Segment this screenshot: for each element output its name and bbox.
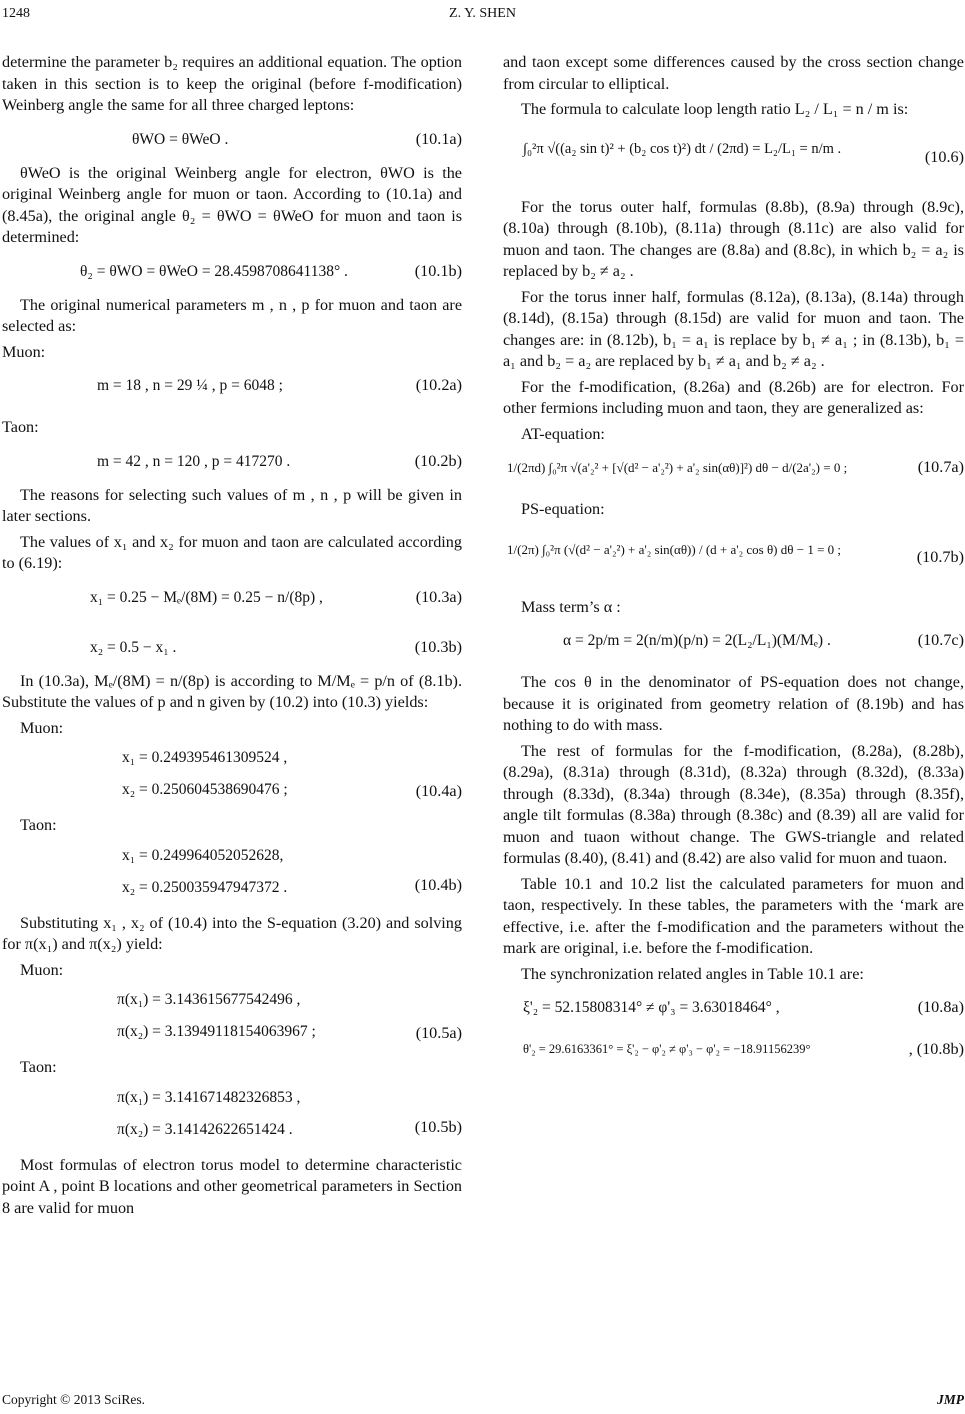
right-column: [503, 52, 964, 1073]
equation-text: 1/(2πd) ∫₀²π √(a'₂² + [√(d² − a'₂²) + a'₂ sin(αθ)]²) dθ − d/(2a'₂) = 0 ;: [507, 460, 848, 475]
equation-number: (10.1a): [415, 129, 462, 148]
equation-10-5b: [2, 1083, 462, 1149]
equation-text: m = 42 , n = 120 , p = 417270 .: [97, 452, 291, 470]
equation-text: π(x₁) = 3.141671482326853 ,: [117, 1088, 301, 1106]
equation-10-1a: [2, 121, 462, 157]
paragraph: determine the parameter b₂ requires an additional equation. The option taken in this section is to keep the original (before f-modification) Weinberg angle the same for all three charged leptons:: [2, 53, 462, 114]
equation-text: ξ'₂ = 52.15808314° ≠ φ'₃ = 3.63018464° ,: [523, 999, 780, 1016]
equation-number: (10.3b): [414, 637, 462, 656]
left-column: [2, 52, 462, 1223]
equation-number: (10.2a): [415, 376, 462, 394]
paragraph: θWeO is the original Weinberg angle for electron, θWO is the original Weinberg angle for muon or taon. According to (10.1a) and (8.45a), the original angle θ₂ = θWO = θWeO for muon and taon is determined:: [2, 163, 462, 246]
paragraph: The original numerical parameters m , n , p for muon and taon are selected as:: [2, 295, 462, 335]
equation-10-6: [503, 125, 964, 191]
equation-text: θ'₂ = 29.6163361° = ξ'₂ − φ'₂ ≠ φ'₃ − φ'₂ = −18.91156239°: [523, 1042, 811, 1056]
equation-10-1b: [2, 253, 462, 289]
equation-text: π(x₁) = 3.143615677542496 ,: [117, 991, 301, 1008]
equation-text: x₁ = 0.25 − Mₑ/(8M) = 0.25 − n/(8p) ,: [90, 588, 323, 606]
muon-label: Muon:: [20, 718, 64, 737]
taon-label: Taon:: [20, 816, 57, 834]
equation-number: (10.1b): [414, 261, 462, 280]
equation-10-8b: [503, 1031, 964, 1067]
page-number: 1248: [2, 6, 30, 21]
running-head-authors: Z. Y. SHEN: [449, 6, 516, 21]
equation-text: x₁ = 0.249395461309524 ,: [122, 749, 288, 766]
equation-number: (10.7c): [917, 631, 964, 649]
equation-10-7b: [503, 525, 964, 591]
equation-text: m = 18 , n = 29 ¼ , p = 6048 ;: [97, 377, 283, 394]
equation-number: (10.4b): [414, 875, 462, 894]
equation-text: π(x₂) = 3.14142622651424 .: [117, 1120, 293, 1138]
equation-10-8a: [503, 989, 964, 1025]
equation-10-3a: [2, 579, 462, 623]
equation-number: (10.2b): [414, 451, 462, 470]
equation-10-2a: [2, 367, 462, 411]
equation-text: x₂ = 0.250035947947372 .: [122, 878, 288, 896]
equation-number: (10.5a): [415, 1024, 462, 1042]
equation-number: (10.6): [924, 147, 964, 166]
taon-label: Taon:: [2, 418, 39, 436]
equation-text: x₂ = 0.250604538690476 ;: [122, 781, 288, 798]
equation-text: 1/(2π) ∫₀²π (√(d² − a'₂²) + a'₂ sin(αθ)) / (d + a'₂ cos θ) dθ − 1 = 0 ;: [507, 541, 842, 557]
equation-number: (10.7a): [917, 458, 964, 476]
equation-text: θWO = θWeO .: [132, 130, 229, 148]
equation-text: ∫₀²π √((a₂ sin t)² + (b₂ cos t)²) dt / (2πd) = L₂/L₁ = n/m .: [523, 140, 842, 157]
journal-abbrev: JMP: [937, 1392, 964, 1407]
equation-10-2b: [2, 443, 462, 479]
equation-10-7a: [503, 449, 964, 493]
equation-text: α = 2p/m = 2(n/m)(p/n) = 2(L₂/L₁)(M/Mₑ) .: [563, 632, 831, 649]
muon-label: Muon:: [20, 960, 64, 979]
paragraph: The values of x₁ and x₂ for muon and taon are calculated according to (6.19):: [2, 532, 462, 572]
equation-10-5a: [2, 985, 462, 1051]
paragraph: The cos θ in the denominator of PS-equation does not change, because it is originated from geometry relation of (8.19b) and has nothing to do with mass.: [503, 673, 964, 734]
equation-number: (10.4a): [415, 782, 462, 800]
paragraph: Substituting x₁ , x₂ of (10.4) into the S-equation (3.20) and solving for π(x₁) and π(x₂) yield:: [2, 913, 462, 953]
equation-text: θ₂ = θWO = θWeO = 28.4598708641138° .: [80, 262, 348, 280]
equation-10-3b: [2, 629, 462, 665]
copyright: Copyright © 2013 SciRes.: [2, 1392, 146, 1407]
taon-label: Taon:: [20, 1058, 57, 1076]
page-header: [0, 6, 965, 28]
equation-number: (10.3a): [415, 587, 462, 606]
paragraph: Table 10.1 and 10.2 list the calculated parameters for muon and taon, respectively. In these tables, the parameters with the ‘mark are effective, i.e. after the f-modification and the parameters without the mark are original, i.e. before the f-modification.: [503, 874, 964, 957]
equation-10-7c: [503, 622, 964, 666]
equation-text: π(x₂) = 3.13949118154063967 ;: [117, 1023, 316, 1040]
equation-text: x₂ = 0.5 − x₁ .: [90, 638, 177, 656]
ps-equation-label: PS-equation:: [521, 500, 605, 518]
paragraph: and taon except some differences caused by the cross section change from circular to elliptical.: [503, 53, 964, 93]
paragraph: For the torus outer half, formulas (8.8b), (8.9a) through (8.9c), (8.10a) through (8.10b), (8.11a) through (8.11c) are also valid for muon and taon. The changes are (8.8a) and (8.8c), in which b₂ = a₂ is replaced by b₂ ≠ a₂ .: [503, 197, 964, 280]
equation-number: , (10.8b): [908, 1040, 964, 1058]
paragraph: The reasons for selecting such values of m , n , p will be given in later sections.: [2, 485, 462, 525]
paragraph: For the torus inner half, formulas (8.12a), (8.13a), (8.14a) through (8.14d), (8.15a) through (8.15d) are valid for muon and taon. The changes are: in (8.12b), b₁ = a₁ is replace by b₁ ≠ a₁ ; in (8.13b), b₁ = a₁ and b₂ = a₂ are replaced by b₁ ≠ a₁ and b₂ ≠ a₂ .: [503, 287, 964, 370]
page-footer: [2, 1392, 964, 1408]
equation-number: (10.7b): [916, 547, 964, 566]
equation-10-4a: [2, 743, 462, 809]
equation-number: (10.5b): [414, 1117, 462, 1136]
paragraph: Most formulas of electron torus model to determine characteristic point A , point B locations and other geometrical parameters in Section 8 are valid for muon: [2, 1155, 462, 1217]
equation-text: x₁ = 0.249964052052628,: [122, 846, 284, 864]
mass-term-label: Mass term’s α :: [521, 597, 621, 616]
paragraph: The rest of formulas for the f-modification, (8.28a), (8.28b), (8.29a), (8.31a) through (8.31d), (8.32a) through (8.32d), (8.33a) through (8.33d), (8.34a) through (8.34e), (8.35a) through (8.35f), angle tilt formulas (8.38a) through (8.38c) and (8.39) all are valid for muon and tuaon without change. The GWS-triangle and related formulas (8.40), (8.41) and (8.42) are also valid for muon and tuaon.: [503, 741, 964, 867]
paragraph: The formula to calculate loop length ratio L₂ / L₁ = n / m is:: [521, 100, 909, 118]
paragraph: In (10.3a), Mₑ/(8M) = n/(8p) is according to M/Mₑ = p/n of (8.1b). Substitute the values of p and n given by (10.2) into (10.3) yields:: [2, 671, 462, 711]
equation-number: (10.8a): [917, 998, 964, 1016]
muon-label: Muon:: [2, 342, 46, 361]
at-equation-label: AT-equation:: [521, 424, 605, 443]
equation-10-4b: [2, 841, 462, 907]
paragraph: The synchronization related angles in Table 10.1 are:: [521, 964, 864, 983]
paragraph: For the f-modification, (8.26a) and (8.26b) are for electron. For other fermions including muon and taon, they are generalized as:: [503, 377, 964, 417]
